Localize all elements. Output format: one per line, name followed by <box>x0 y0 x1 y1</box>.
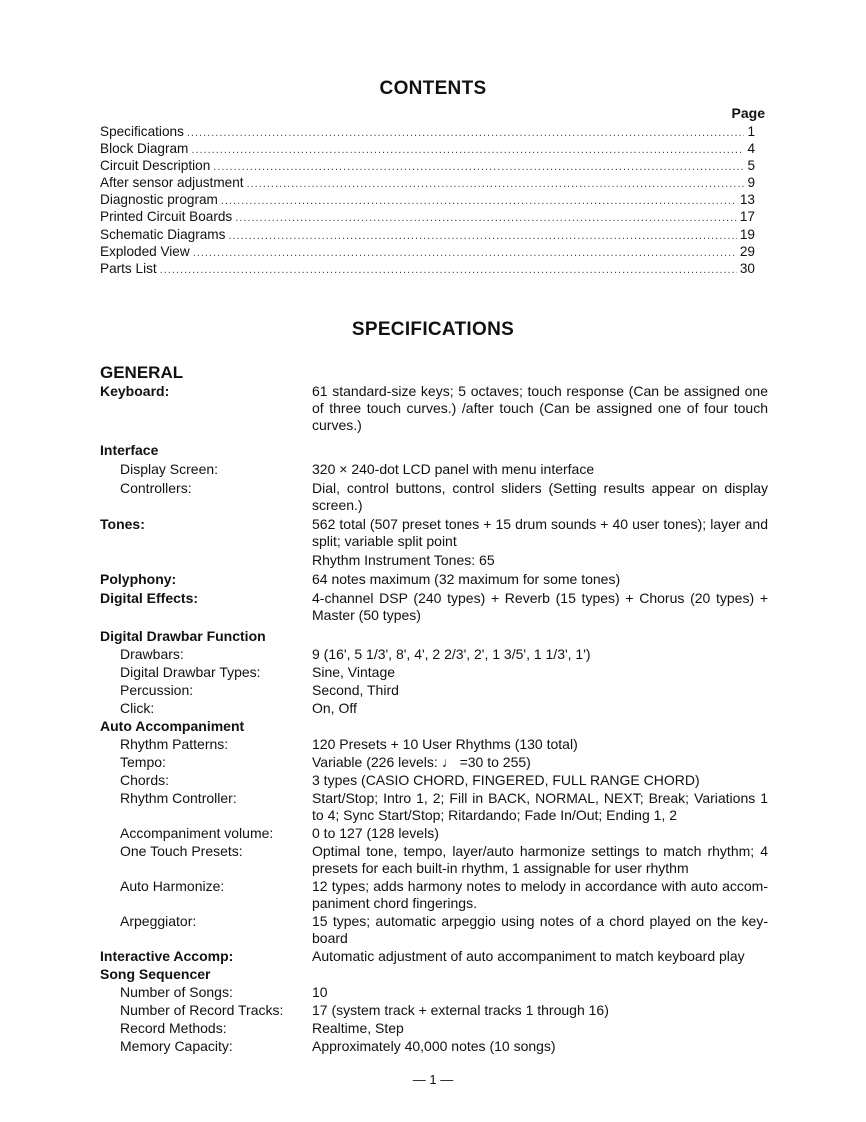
toc-entry-label: Specifications <box>100 124 184 139</box>
spec-value: 15 types; automatic arpeggio using notes of a chord played on the key-board <box>312 913 768 946</box>
toc-entry-label: After sensor adjustment <box>100 175 244 191</box>
spec-sublabel: Controllers: <box>120 480 192 496</box>
spec-sublabel: Rhythm Patterns: <box>120 736 229 752</box>
spec-sublabel: Memory Capacity: <box>120 1038 233 1054</box>
toc-entry-page: 1 <box>747 124 755 139</box>
toc-entry <box>100 157 755 174</box>
toc-leader <box>160 262 737 279</box>
spec-label: Interface <box>100 442 159 458</box>
spec-sublabel: Arpeggiator: <box>120 913 197 929</box>
spec-value: 10 <box>312 984 328 1000</box>
spec-value: Realtime, Step <box>312 1020 404 1036</box>
spec-sublabel: Chords: <box>120 772 170 788</box>
spec-value: Rhythm Instrument Tones: 65 <box>312 552 495 568</box>
spec-value: Automatic adjustment of auto accompaniment to match keyboard play <box>312 948 745 964</box>
spec-value: Variable (226 levels: ♩ =30 to 255) <box>312 754 531 770</box>
toc-leader <box>213 159 744 176</box>
spec-row-song-sequencer <box>100 966 768 983</box>
toc-entry <box>100 260 755 277</box>
toc-entry-label: Block Diagram <box>100 141 189 157</box>
spec-value: 3 types (CASIO CHORD, FINGERED, FULL RANGE CHORD) <box>312 772 700 788</box>
toc-entry-page: 4 <box>747 141 755 157</box>
spec-row-drawbar-types <box>100 664 768 681</box>
toc-entry-page: 13 <box>739 192 755 208</box>
toc-entry-label: Printed Circuit Boards <box>100 209 233 225</box>
spec-row-chords <box>100 772 768 789</box>
spec-row-rhythm-tones <box>100 552 768 569</box>
spec-sublabel: Record Methods: <box>120 1020 227 1036</box>
spec-label: Interactive Accomp: <box>100 948 234 964</box>
spec-row-drawbars <box>100 646 768 663</box>
toc-entry <box>100 123 755 140</box>
contents-title: CONTENTS <box>379 78 487 99</box>
spec-row-rhythm-patterns <box>100 736 768 753</box>
toc-entry <box>100 191 755 208</box>
specifications-title: SPECIFICATIONS <box>351 319 515 340</box>
spec-value: 320 × 240-dot LCD panel with menu interface <box>312 461 595 477</box>
spec-value: 64 notes maximum (32 maximum for some tones) <box>312 571 621 587</box>
spec-row-auto-accompaniment <box>100 718 768 735</box>
spec-row-digital-effects <box>100 590 768 624</box>
spec-value: 12 types; adds harmony notes to melody in accordance with auto accom-paniment chord fingerings. <box>312 878 768 911</box>
spec-sublabel: One Touch Presets: <box>120 843 243 859</box>
spec-sublabel: Number of Record Tracks: <box>120 1002 284 1018</box>
general-heading: GENERAL <box>100 363 184 382</box>
spec-value: 17 (system track + external tracks 1 through 16) <box>312 1002 609 1018</box>
spec-row-accompaniment-volume <box>100 825 768 842</box>
spec-label: Song Sequencer <box>100 966 211 982</box>
toc-entry-label: Exploded View <box>100 243 190 259</box>
spec-row-polyphony <box>100 571 768 588</box>
spec-sublabel: Display Screen: <box>120 461 219 477</box>
spec-row-number-of-songs <box>100 984 768 1001</box>
spec-row-record-tracks <box>100 1002 768 1019</box>
spec-sublabel: Rhythm Controller: <box>120 790 237 806</box>
toc-entry-page: 29 <box>739 243 755 259</box>
toc-entry-label: Parts List <box>100 260 157 276</box>
page-number: — 1 — <box>412 1072 454 1087</box>
spec-sublabel: Accompaniment volume: <box>120 825 274 841</box>
toc-entry-label: Circuit Description <box>100 158 211 174</box>
spec-value: 120 Presets + 10 User Rhythms (130 total) <box>312 736 578 752</box>
spec-row-keyboard <box>100 383 768 434</box>
spec-row-interactive-accomp <box>100 948 768 965</box>
spec-row-tones <box>100 516 768 550</box>
spec-row-click <box>100 700 768 717</box>
toc-entry-page: 9 <box>747 175 755 191</box>
spec-row-rhythm-controller <box>100 790 768 824</box>
toc-entry-page: 17 <box>739 209 755 225</box>
spec-row-drawbar-function <box>100 628 768 645</box>
spec-row-record-methods <box>100 1020 768 1037</box>
spec-sublabel: Digital Drawbar Types: <box>120 664 261 680</box>
toc-entry <box>100 226 755 243</box>
spec-row-memory-capacity <box>100 1038 768 1055</box>
spec-row-display-screen <box>100 461 768 478</box>
toc-entry-page: 5 <box>747 158 755 174</box>
toc-leader <box>247 176 745 193</box>
spec-value: Optimal tone, tempo, layer/auto harmonize settings to match rhythm; 4 presets for each built-in rhythm, 1 assignable for user rhythm <box>312 843 768 876</box>
spec-value: 0 to 127 (128 levels) <box>312 825 439 841</box>
toc-leader <box>187 125 745 142</box>
spec-row-arpeggiator <box>100 913 768 947</box>
spec-label: Polyphony: <box>100 571 177 587</box>
spec-sublabel: Percussion: <box>120 682 194 698</box>
spec-label: Auto Accompaniment <box>100 718 245 734</box>
toc-leader <box>191 142 744 159</box>
spec-row-auto-harmonize <box>100 878 768 912</box>
spec-sublabel: Click: <box>120 700 155 716</box>
spec-value: Second, Third <box>312 682 399 698</box>
table-of-contents <box>100 123 755 277</box>
spec-row-controllers <box>100 480 768 514</box>
spec-row-interface <box>100 442 768 459</box>
spec-sublabel: Auto Harmonize: <box>120 878 225 894</box>
spec-value: On, Off <box>312 700 357 716</box>
toc-leader <box>235 210 737 227</box>
spec-row-one-touch-presets <box>100 843 768 877</box>
toc-entry-page: 19 <box>739 226 755 242</box>
specifications-list <box>100 383 768 1055</box>
spec-value: Sine, Vintage <box>312 664 396 680</box>
spec-label: Tones: <box>100 516 145 532</box>
spec-sublabel: Tempo: <box>120 754 166 770</box>
spec-label: Digital Drawbar Function <box>100 628 266 644</box>
toc-entry-page: 30 <box>739 260 755 276</box>
spec-sublabel: Drawbars: <box>120 646 184 662</box>
spec-value: Dial, control buttons, control sliders (Setting results appear on display screen.) <box>312 480 768 513</box>
spec-sublabel: Number of Songs: <box>120 984 233 1000</box>
spec-value: 61 standard-size keys; 5 octaves; touch response (Can be assigned one of three touch curves.) /after touch (Can be assigned one of four touch curves.) <box>312 383 768 433</box>
spec-value: 562 total (507 preset tones + 15 drum sounds + 40 user tones); layer and split; variable split point <box>312 516 768 549</box>
spec-label: Keyboard: <box>100 383 170 399</box>
toc-entry-label: Diagnostic program <box>100 192 218 208</box>
spec-value: 4-channel DSP (240 types) + Reverb (15 types) + Chorus (20 types) + Master (50 types) <box>312 590 768 623</box>
spec-value: 9 (16', 5 1/3', 8', 4', 2 2/3', 2', 1 3/5', 1 1/3', 1') <box>312 646 591 662</box>
toc-leader <box>193 245 737 262</box>
toc-entry <box>100 174 755 191</box>
toc-leader <box>221 193 737 210</box>
spec-row-percussion <box>100 682 768 699</box>
page-column-header: Page <box>731 105 765 121</box>
toc-entry <box>100 243 755 260</box>
spec-row-tempo <box>100 754 768 771</box>
toc-entry-label: Schematic Diagrams <box>100 226 226 242</box>
toc-entry <box>100 140 755 157</box>
toc-leader <box>228 228 736 245</box>
spec-label: Digital Effects: <box>100 590 199 606</box>
spec-value: Approximately 40,000 notes (10 songs) <box>312 1038 556 1054</box>
spec-value: Start/Stop; Intro 1, 2; Fill in BACK, NORMAL, NEXT; Break; Variations 1 to 4; Sync Start/Stop; Ritardando; Fade In/Out; Ending 1, 2 <box>312 790 768 823</box>
toc-entry <box>100 208 755 225</box>
